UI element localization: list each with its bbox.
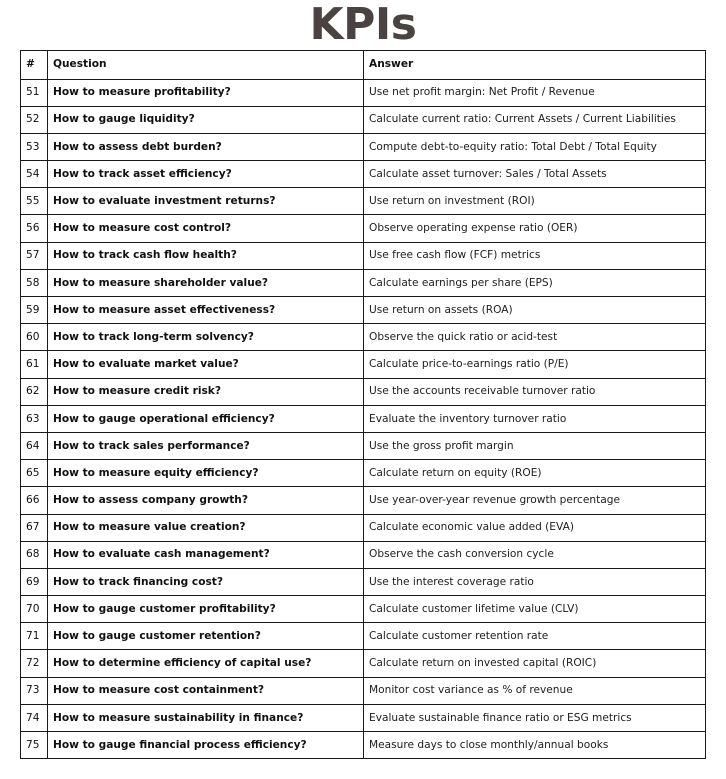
table-row (21, 568, 706, 595)
row-number: 61 (21, 351, 48, 378)
row-number: 68 (21, 541, 48, 568)
header-answer: Answer (364, 51, 706, 80)
table-row (21, 351, 706, 378)
row-question: How to measure credit risk? (48, 378, 364, 405)
row-question: How to gauge operational efficiency? (48, 405, 364, 432)
table-row (21, 188, 706, 215)
header-question: Question (48, 51, 364, 80)
row-question: How to measure equity efficiency? (48, 460, 364, 487)
row-answer: Calculate asset turnover: Sales / Total Assets (364, 161, 706, 188)
row-number: 64 (21, 432, 48, 459)
table-row (21, 269, 706, 296)
row-number: 72 (21, 650, 48, 677)
row-number: 63 (21, 405, 48, 432)
row-number: 69 (21, 568, 48, 595)
row-number: 66 (21, 487, 48, 514)
row-answer: Use free cash flow (FCF) metrics (364, 242, 706, 269)
header-number: # (21, 51, 48, 80)
table-row (21, 133, 706, 160)
row-number: 59 (21, 297, 48, 324)
table-row (21, 215, 706, 242)
row-answer: Evaluate the inventory turnover ratio (364, 405, 706, 432)
row-answer: Calculate economic value added (EVA) (364, 514, 706, 541)
row-question: How to evaluate cash management? (48, 541, 364, 568)
row-number: 51 (21, 79, 48, 106)
row-answer: Measure days to close monthly/annual books (364, 732, 706, 759)
row-answer: Use return on assets (ROA) (364, 297, 706, 324)
table-row (21, 242, 706, 269)
row-question: How to track asset efficiency? (48, 161, 364, 188)
row-number: 55 (21, 188, 48, 215)
row-question: How to measure profitability? (48, 79, 364, 106)
row-answer: Compute debt-to-equity ratio: Total Debt / Total Equity (364, 133, 706, 160)
row-question: How to evaluate market value? (48, 351, 364, 378)
table-row (21, 732, 706, 759)
row-question: How to measure cost control? (48, 215, 364, 242)
row-number: 52 (21, 106, 48, 133)
table-row (21, 460, 706, 487)
row-question: How to track cash flow health? (48, 242, 364, 269)
row-answer: Calculate earnings per share (EPS) (364, 269, 706, 296)
row-question: How to gauge customer profitability? (48, 596, 364, 623)
row-answer: Use the interest coverage ratio (364, 568, 706, 595)
row-question: How to measure shareholder value? (48, 269, 364, 296)
row-question: How to track sales performance? (48, 432, 364, 459)
table-row (21, 677, 706, 704)
row-answer: Calculate return on invested capital (ROIC) (364, 650, 706, 677)
row-answer: Use the gross profit margin (364, 432, 706, 459)
table-row (21, 596, 706, 623)
row-number: 60 (21, 324, 48, 351)
row-answer: Use year-over-year revenue growth percentage (364, 487, 706, 514)
row-answer: Use net profit margin: Net Profit / Revenue (364, 79, 706, 106)
row-answer: Calculate customer retention rate (364, 623, 706, 650)
row-number: 65 (21, 460, 48, 487)
row-question: How to track financing cost? (48, 568, 364, 595)
row-number: 75 (21, 732, 48, 759)
row-answer: Use return on investment (ROI) (364, 188, 706, 215)
row-number: 53 (21, 133, 48, 160)
row-question: How to assess debt burden? (48, 133, 364, 160)
row-answer: Monitor cost variance as % of revenue (364, 677, 706, 704)
row-answer: Evaluate sustainable finance ratio or ESG metrics (364, 704, 706, 731)
row-question: How to measure asset effectiveness? (48, 297, 364, 324)
row-number: 54 (21, 161, 48, 188)
row-number: 57 (21, 242, 48, 269)
row-number: 58 (21, 269, 48, 296)
table-row (21, 106, 706, 133)
row-number: 70 (21, 596, 48, 623)
row-number: 56 (21, 215, 48, 242)
row-answer: Observe the quick ratio or acid-test (364, 324, 706, 351)
row-answer: Observe the cash conversion cycle (364, 541, 706, 568)
table-row (21, 514, 706, 541)
row-question: How to measure value creation? (48, 514, 364, 541)
row-answer: Calculate customer lifetime value (CLV) (364, 596, 706, 623)
table-row (21, 378, 706, 405)
row-question: How to gauge liquidity? (48, 106, 364, 133)
row-number: 67 (21, 514, 48, 541)
row-question: How to measure sustainability in finance? (48, 704, 364, 731)
row-question: How to track long-term solvency? (48, 324, 364, 351)
table-row (21, 324, 706, 351)
page-title: KPIs (309, 0, 417, 50)
table-row (21, 161, 706, 188)
row-answer: Calculate return on equity (ROE) (364, 460, 706, 487)
row-answer: Calculate price-to-earnings ratio (P/E) (364, 351, 706, 378)
table-row (21, 704, 706, 731)
row-question: How to gauge customer retention? (48, 623, 364, 650)
row-number: 62 (21, 378, 48, 405)
table-body (21, 79, 706, 759)
row-answer: Calculate current ratio: Current Assets / Current Liabilities (364, 106, 706, 133)
table-row (21, 623, 706, 650)
table-row (21, 541, 706, 568)
table-row (21, 432, 706, 459)
table-row (21, 297, 706, 324)
row-question: How to assess company growth? (48, 487, 364, 514)
table-header-row (21, 51, 706, 80)
kpi-table (20, 50, 706, 759)
table-row (21, 487, 706, 514)
row-question: How to gauge financial process efficiency? (48, 732, 364, 759)
table-row (21, 650, 706, 677)
table-row (21, 79, 706, 106)
row-answer: Observe operating expense ratio (OER) (364, 215, 706, 242)
table-row (21, 405, 706, 432)
row-number: 74 (21, 704, 48, 731)
row-question: How to measure cost containment? (48, 677, 364, 704)
row-question: How to evaluate investment returns? (48, 188, 364, 215)
row-number: 71 (21, 623, 48, 650)
row-number: 73 (21, 677, 48, 704)
row-answer: Use the accounts receivable turnover ratio (364, 378, 706, 405)
row-question: How to determine efficiency of capital use? (48, 650, 364, 677)
